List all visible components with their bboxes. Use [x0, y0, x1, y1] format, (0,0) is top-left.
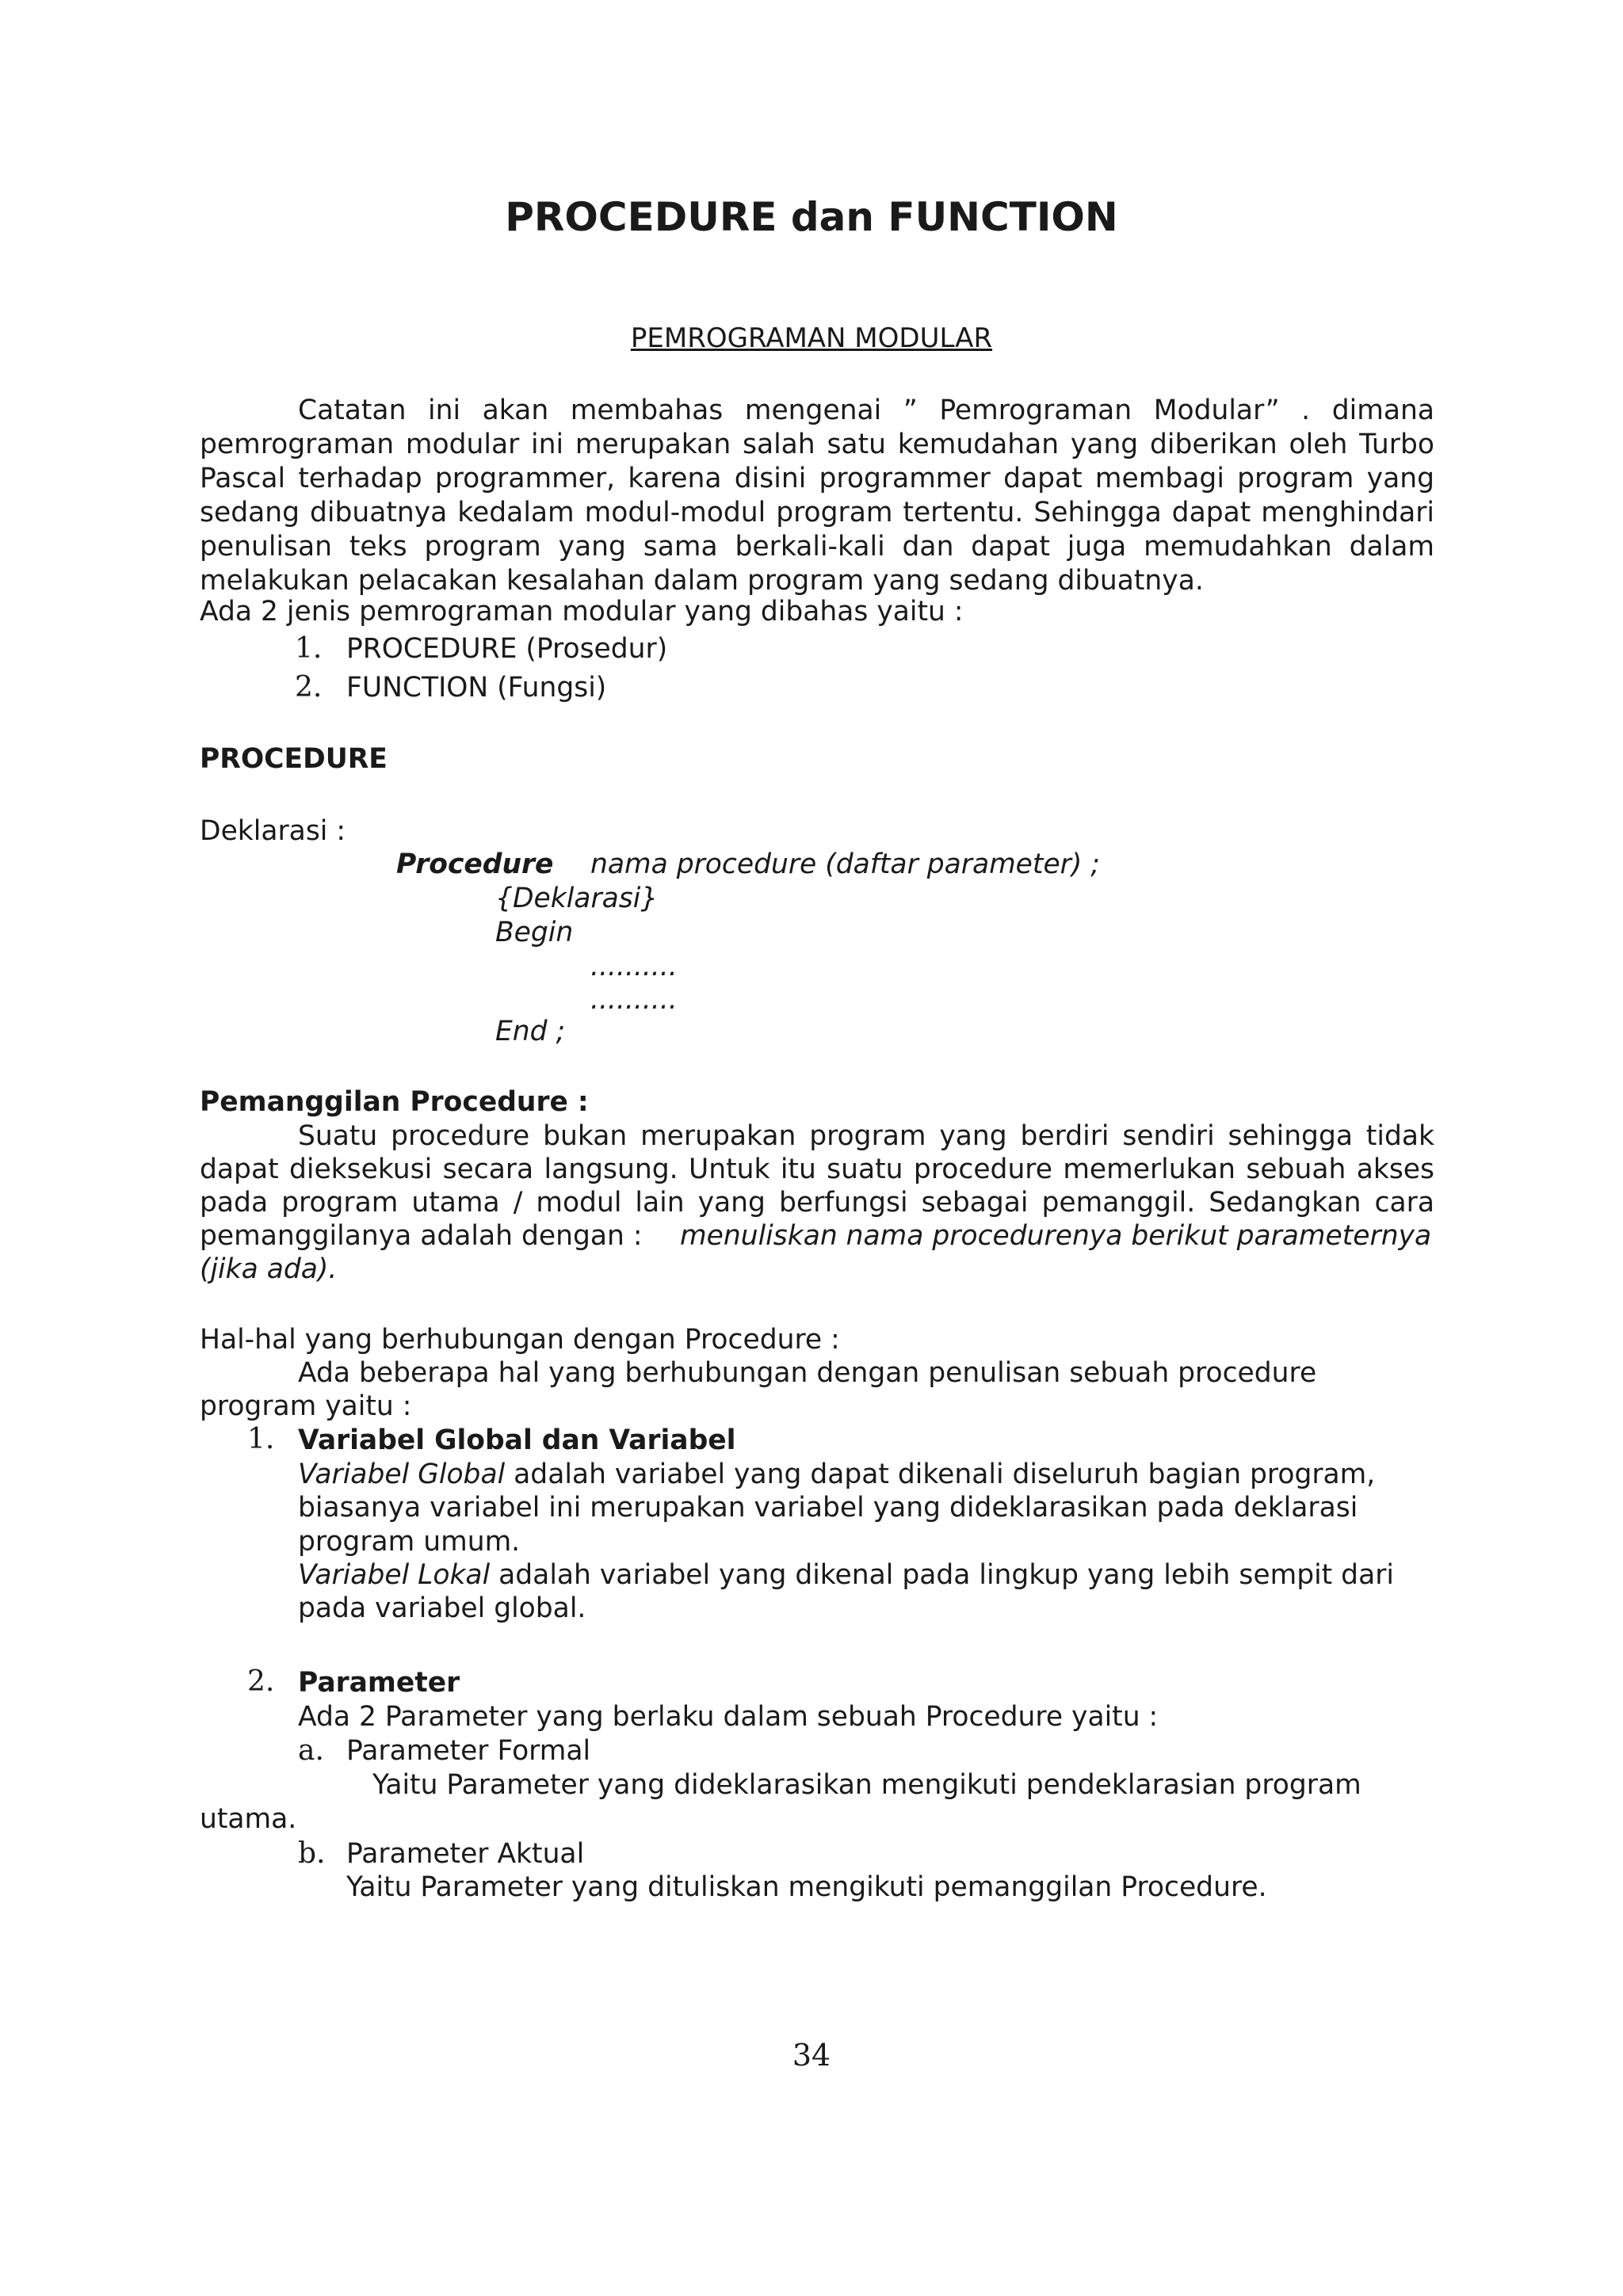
related-lead: program yaitu : [200, 1390, 412, 1422]
syntax-begin: Begin [495, 917, 574, 948]
modular-types-lead: Ada 2 jenis pemrograman modular yang dibahas yaitu : [200, 596, 964, 627]
calling-line: pada program utama / modul lain yang berfungsi sebagai pemanggil. Sedangkan cara [200, 1187, 1434, 1219]
sublist-title: Parameter Aktual [346, 1838, 585, 1870]
procedure-heading: PROCEDURE [200, 743, 388, 775]
sublist-label: b. [298, 1837, 326, 1870]
related-heading: Hal-hal yang berhubungan dengan Procedure : [200, 1324, 840, 1356]
calling-line: dapat dieksekusi secara langsung. Untuk itu suatu procedure memerlukan sebuah akses [200, 1154, 1434, 1185]
sublist-text: utama. [200, 1803, 297, 1835]
calling-line: Suatu procedure bukan merupakan program yang berdiri sendiri sehingga tidak [298, 1120, 1434, 1152]
syntax-signature: nama procedure (daftar parameter) ; [590, 849, 1100, 880]
sublist-text: Yaitu Parameter yang dituliskan mengikuti pemanggilan Procedure. [346, 1871, 1267, 1903]
section-subtitle: PEMROGRAMAN MODULAR [630, 322, 993, 354]
calling-line: pemanggilanya adalah dengan : [200, 1220, 643, 1252]
global-variable-term: Variabel Global [298, 1459, 506, 1490]
parameter-lead: Ada 2 Parameter yang berlaku dalam sebuah Procedure yaitu : [298, 1701, 1159, 1733]
page-title: PROCEDURE dan FUNCTION [505, 194, 1118, 240]
syntax-keyword: Procedure [396, 849, 554, 880]
page-number: 34 [792, 2038, 831, 2073]
item-title: Variabel Global dan Variabel [298, 1425, 736, 1456]
intro-paragraph-text: Catatan ini akan membahas mengenai ” Pemrograman Modular” . dimana pemrograman modular ini merupakan salah satu kemudahan yang diberikan oleh Turbo Pascal terhadap programmer, karena disini programmer dapat membagi program yang sedang dibuatnya kedalam modul-modul program tertentu. Sehingga dapat menghindari penulisan teks program yang sama berkali-kali dan dapat juga memudahkan dalam melakukan pelacakan kesalahan dalam program yang sedang dibuatnya. [200, 395, 1434, 597]
modular-type-item: FUNCTION (Fungsi) [346, 672, 607, 704]
list-number: 1. [247, 1423, 275, 1455]
local-variable-term: Variabel Lokal [298, 1559, 491, 1591]
global-variable-line: program umum. [298, 1526, 521, 1558]
sublist-title: Parameter Formal [346, 1735, 591, 1767]
list-number: 1. [295, 632, 323, 665]
list-number: 2. [247, 1665, 275, 1698]
related-lead: Ada beberapa hal yang berhubungan dengan penulisan sebuah procedure [298, 1357, 1317, 1389]
sublist-text: Yaitu Parameter yang dideklarasikan mengikuti pendeklarasian program [372, 1769, 1361, 1801]
item-title: Parameter [298, 1667, 460, 1699]
syntax-body-dots: .......... [590, 984, 678, 1016]
intro-paragraph [200, 394, 1434, 598]
global-variable-line: biasanya variabel ini merupakan variabel yang dideklarasikan pada deklarasi [298, 1492, 1358, 1524]
local-variable-line: Variabel Lokal adalah variabel yang dikenal pada lingkup yang lebih sempit dari [298, 1559, 1394, 1591]
modular-type-item: PROCEDURE (Prosedur) [346, 633, 668, 665]
calling-heading: Pemanggilan Procedure : [200, 1086, 589, 1118]
calling-method-italic: (jika ada). [200, 1253, 338, 1285]
sublist-label: a. [298, 1734, 324, 1767]
local-variable-line: pada variabel global. [298, 1592, 586, 1624]
syntax-body-dots: .......... [590, 951, 678, 982]
list-number: 2. [295, 671, 323, 704]
syntax-end: End ; [495, 1016, 566, 1047]
syntax-declaration: {Deklarasi} [495, 883, 659, 914]
global-variable-line: Variabel Global adalah variabel yang dapat dikenali diseluruh bagian program, [298, 1459, 1376, 1490]
declaration-label: Deklarasi : [200, 815, 346, 847]
calling-method-italic: menuliskan nama procedurenya berikut parameternya [680, 1220, 1432, 1252]
